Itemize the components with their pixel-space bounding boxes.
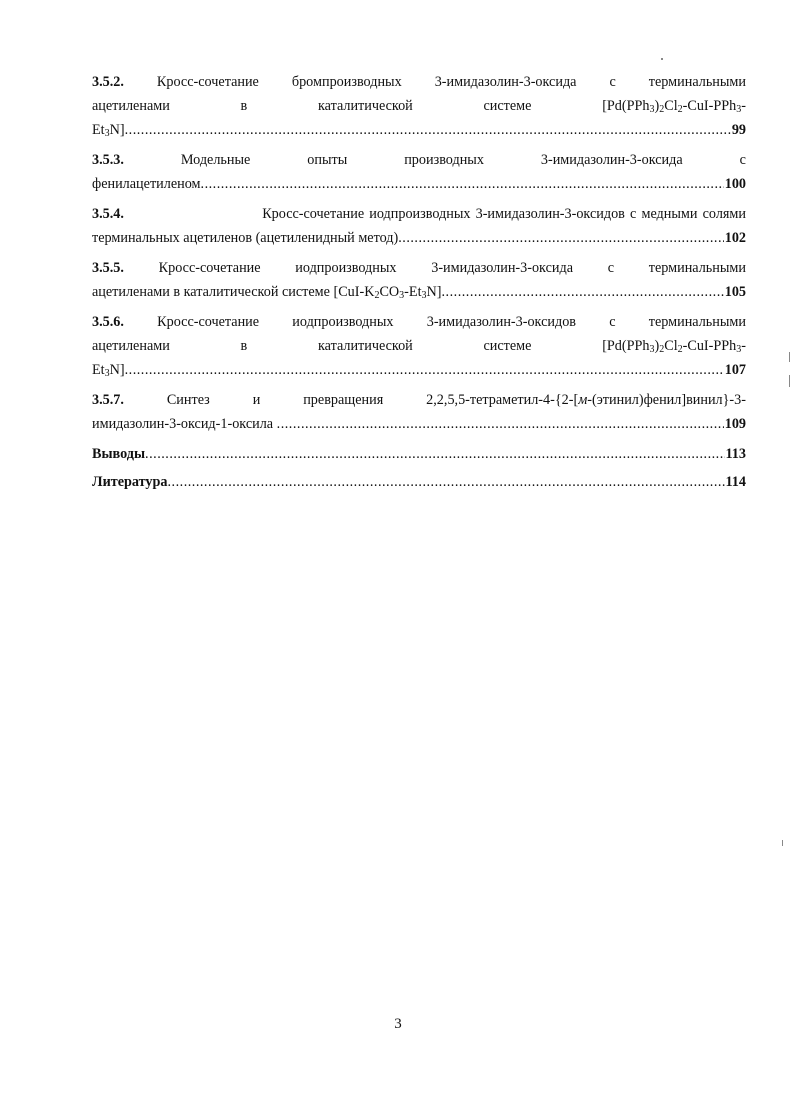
formula-subscript: 2 [659, 344, 665, 355]
entry-tail: фенилацетиленом [92, 176, 201, 192]
toc-line [92, 280, 746, 304]
toc-line [92, 70, 746, 94]
page-ref: 107 [724, 362, 746, 378]
page-ref: 113 [725, 446, 746, 462]
word: с [609, 74, 616, 90]
formula-part: ) [654, 338, 660, 354]
formula-part: N] [426, 284, 442, 300]
page-ref: 105 [724, 284, 746, 300]
formula [602, 334, 746, 358]
toc-entry-3-5-2[interactable] [92, 70, 746, 142]
word: Кросс-сочетание [157, 314, 260, 330]
compound-name [426, 388, 746, 412]
formula-subscript: 3 [399, 290, 405, 301]
toc-entry-3-5-4[interactable] [92, 202, 746, 250]
formula-part: -CuI-PPh [682, 98, 737, 114]
section-number: 3.5.5. [92, 260, 124, 276]
word: Синтез [166, 392, 210, 408]
formula-subscript: 3 [104, 368, 110, 379]
scan-mark [789, 375, 790, 387]
formula-part: -Et [404, 284, 422, 300]
leader-dots [125, 118, 731, 142]
formula-part: [Pd(PPh [602, 338, 650, 354]
toc-entry-references[interactable] [92, 470, 746, 494]
entry-tail: терминальных ацетиленов (ацетиленидный метод) [92, 230, 399, 246]
entry-tail [92, 358, 125, 382]
formula-part: ацетиленами в каталитической системе [CuI-K [92, 284, 375, 300]
formula-part: -(этинил)фенил]винил}-3- [587, 392, 746, 408]
word: бромпроизводных [291, 74, 402, 90]
formula-subscript: 2 [677, 344, 683, 355]
word: в [240, 338, 248, 354]
word: системе [483, 338, 532, 354]
formula-subscript: 3 [649, 344, 655, 355]
entry-title: Литература [92, 474, 168, 490]
word: 3-имидазолин-3-оксида [540, 152, 683, 168]
word: Модельные [180, 152, 251, 168]
entry-title: Выводы [92, 446, 146, 462]
formula-part: ) [654, 98, 660, 114]
word: превращения [303, 392, 384, 408]
word: терминальными [648, 260, 746, 276]
toc-line [92, 470, 746, 494]
word: с [607, 260, 615, 276]
formula-subscript: 2 [659, 104, 665, 115]
toc-line [92, 310, 746, 334]
toc-line [92, 202, 746, 226]
formula-subscript: 2 [374, 290, 380, 301]
word: Кросс-сочетание [156, 74, 259, 90]
word: каталитической [317, 98, 413, 114]
section-number: 3.5.4. [92, 206, 124, 222]
formula-subscript: 3 [736, 344, 742, 355]
word: иодпроизводных [292, 314, 394, 330]
page-number: 3 [394, 1016, 402, 1032]
toc-entry-3-5-7[interactable] [92, 388, 746, 436]
formula-part: Et [92, 122, 105, 138]
leader-dots [145, 442, 724, 466]
entry-tail [92, 280, 442, 304]
toc-line [92, 358, 746, 382]
formula-part: - [741, 98, 746, 114]
entry-tail: имидазолин-3-оксид-1-оксила [92, 416, 277, 432]
word: ацетиленами [92, 98, 170, 114]
word: с [739, 152, 746, 168]
formula-part: Cl [664, 98, 678, 114]
page-ref: 102 [724, 230, 746, 246]
word: 3-имидазолин-3-оксида [431, 260, 573, 276]
page-ref: 114 [725, 474, 746, 490]
table-of-contents [92, 70, 746, 498]
toc-line [92, 334, 746, 358]
formula-part: - [741, 338, 746, 354]
leader-dots [125, 358, 724, 382]
word: с [609, 314, 616, 330]
word: Кросс-сочетание [158, 260, 261, 276]
leader-dots [277, 412, 724, 436]
section-number: 3.5.7. [92, 392, 124, 408]
word: 3-имидазолин-3-оксидов [426, 314, 576, 330]
formula-part: N] [109, 122, 125, 138]
formula-part: -CuI-PPh [682, 338, 737, 354]
word: ацетиленами [92, 338, 170, 354]
toc-line [92, 442, 746, 466]
formula-part: CO [379, 284, 400, 300]
formula-subscript: 3 [104, 128, 110, 139]
toc-entry-3-5-5[interactable] [92, 256, 746, 304]
toc-line [92, 148, 746, 172]
formula-part: 2,2,5,5-тетраметил-4-{2-[ [426, 392, 579, 408]
word: 3-имидазолин-3-оксида [434, 74, 577, 90]
section-number: 3.5.2. [92, 74, 124, 90]
toc-line [92, 388, 746, 412]
toc-line [92, 118, 746, 142]
word: каталитической [317, 338, 413, 354]
word: системе [483, 98, 532, 114]
formula-subscript: 2 [677, 104, 683, 115]
section-number: 3.5.6. [92, 314, 124, 330]
toc-line [92, 256, 746, 280]
section-number: 3.5.3. [92, 152, 124, 168]
toc-line [92, 412, 746, 436]
toc-entry-3-5-6[interactable] [92, 310, 746, 382]
word: в [240, 98, 248, 114]
entry-tail [92, 118, 125, 142]
page-ref: 109 [724, 416, 746, 432]
formula-part: м [578, 392, 588, 408]
formula [602, 94, 746, 118]
toc-entry-conclusions[interactable] [92, 442, 746, 466]
leader-dots [201, 172, 724, 196]
formula-subscript: 3 [736, 104, 742, 115]
scan-mark [789, 352, 790, 362]
formula-part: [Pd(PPh [602, 98, 650, 114]
toc-line [92, 94, 746, 118]
scan-mark [782, 840, 783, 846]
word: опыты [307, 152, 348, 168]
formula-part: Cl [664, 338, 678, 354]
formula-subscript: 3 [649, 104, 655, 115]
word: и [252, 392, 261, 408]
formula-subscript: 3 [421, 290, 427, 301]
leader-dots [442, 280, 724, 304]
toc-entry-3-5-3[interactable] [92, 148, 746, 196]
leader-dots [168, 470, 725, 494]
formula-part: N] [109, 362, 125, 378]
page-ref: 100 [724, 176, 746, 192]
scan-mark [661, 58, 663, 60]
word: иодпроизводных [295, 260, 397, 276]
word: терминальными [648, 74, 746, 90]
word: терминальными [648, 314, 746, 330]
page-ref: 99 [731, 122, 746, 138]
leader-dots [398, 226, 723, 250]
toc-line [92, 172, 746, 196]
toc-line [92, 226, 746, 250]
formula-part: Et [92, 362, 105, 378]
word: производных [404, 152, 484, 168]
entry-title: Кросс-сочетание иодпроизводных 3-имидазолин-3-оксидов с медными солями [262, 206, 746, 222]
